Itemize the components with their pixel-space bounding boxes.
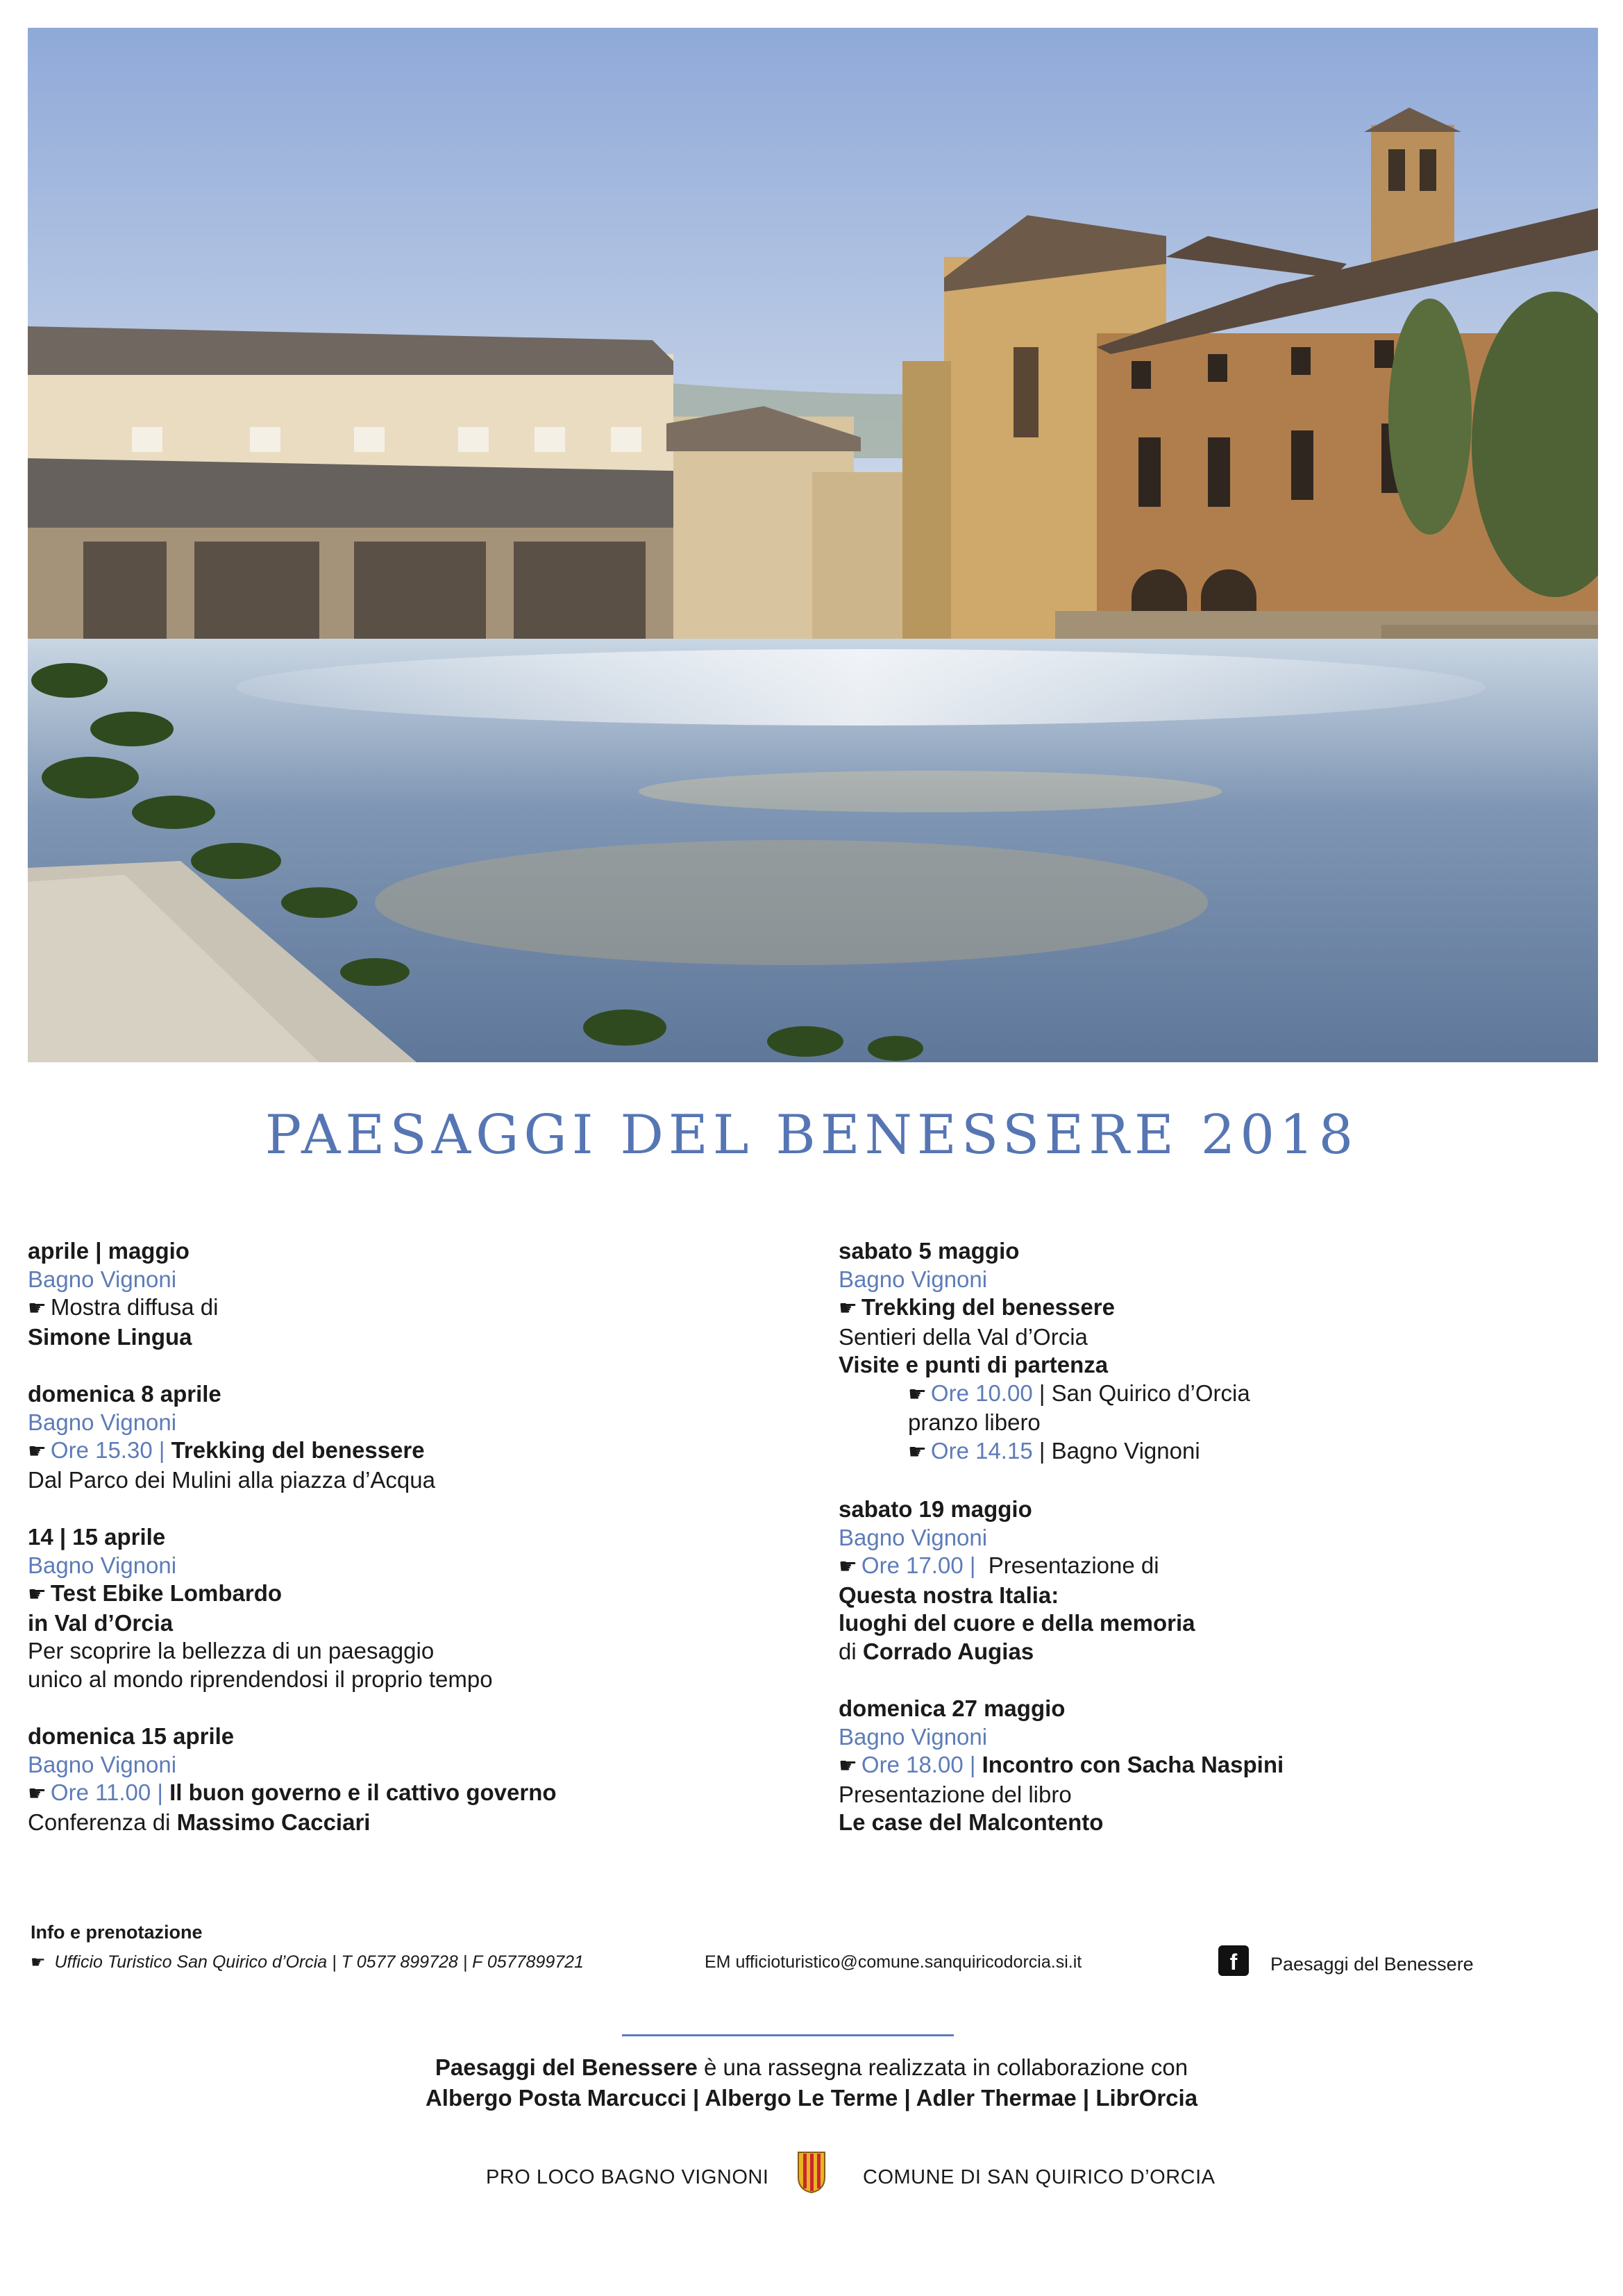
pointing-hand-icon: ☛ bbox=[28, 1782, 47, 1805]
event-time: Ore 14.15 bbox=[930, 1437, 1033, 1464]
event-description: Mostra diffusa di bbox=[50, 1294, 219, 1320]
event-subtitle: Visite e punti di partenza bbox=[839, 1352, 1109, 1377]
pointing-hand-icon: ☛ bbox=[839, 1297, 857, 1320]
pointing-hand-icon: ☛ bbox=[31, 1953, 46, 1972]
event-title-continued: in Val d’Orcia bbox=[28, 1609, 174, 1636]
page-title: PAESAGGI DEL BENESSERE 2018 bbox=[264, 1104, 1359, 1166]
collaboration-partners: Albergo Posta Marcucci | Albergo Le Terme | Adler Thermae | LibrOrcia bbox=[425, 2085, 1198, 2111]
event-time: Ore 15.30 | bbox=[50, 1437, 165, 1463]
event-artist: Simone Lingua bbox=[28, 1323, 192, 1350]
pointing-hand-icon: ☛ bbox=[28, 1297, 47, 1320]
event-book-title: Questa nostra Italia: bbox=[839, 1582, 1059, 1608]
event-location: | San Quirico d’Orcia bbox=[1038, 1380, 1250, 1406]
pointing-hand-icon: ☛ bbox=[908, 1440, 927, 1464]
event-location: | Bagno Vignoni bbox=[1038, 1437, 1200, 1464]
info-email[interactable]: EM ufficioturistico@comune.sanquiricodorcia.si.it bbox=[705, 1952, 1082, 1972]
footer-pro-loco: PRO LOCO BAGNO VIGNONI bbox=[486, 2166, 769, 2188]
event-place: Bagno Vignoni bbox=[839, 1524, 988, 1550]
event-date: sabato 5 maggio bbox=[839, 1238, 1020, 1264]
event-place: Bagno Vignoni bbox=[28, 1552, 177, 1578]
event-sabato-5-maggio bbox=[839, 1237, 1602, 1466]
info-office bbox=[31, 1952, 584, 1972]
event-date: domenica 27 maggio bbox=[839, 1695, 1066, 1721]
event-note: pranzo libero bbox=[908, 1409, 1041, 1435]
events-left-column bbox=[28, 1237, 791, 1866]
event-description: Sentieri della Val d’Orcia bbox=[839, 1323, 1088, 1350]
event-speaker: Massimo Cacciari bbox=[176, 1809, 371, 1835]
event-place: Bagno Vignoni bbox=[839, 1723, 988, 1750]
event-date: 14 | 15 aprile bbox=[28, 1524, 166, 1550]
event-place: Bagno Vignoni bbox=[28, 1266, 177, 1292]
event-title: Test Ebike Lombardo bbox=[50, 1580, 283, 1606]
event-place: Bagno Vignoni bbox=[28, 1751, 177, 1777]
event-aprile-maggio bbox=[28, 1237, 791, 1351]
event-14-15-aprile bbox=[28, 1523, 791, 1693]
event-date: aprile | maggio bbox=[28, 1238, 190, 1264]
pointing-hand-icon: ☛ bbox=[908, 1382, 927, 1406]
event-author: Corrado Augias bbox=[862, 1638, 1034, 1664]
pointing-hand-icon: ☛ bbox=[839, 1754, 857, 1777]
event-book-subtitle: luoghi del cuore e della memoria bbox=[839, 1610, 1195, 1636]
info-office-text: Ufficio Turistico San Quirico d’Orcia | T 0577 899728 | F 0577899721 bbox=[54, 1952, 584, 1972]
event-description: Dal Parco dei Mulini alla piazza d’Acqua bbox=[28, 1466, 435, 1493]
event-time: Ore 10.00 bbox=[930, 1380, 1033, 1406]
event-date: domenica 15 aprile bbox=[28, 1723, 235, 1749]
event-book-title: Le case del Malcontento bbox=[839, 1809, 1104, 1835]
event-author-prefix: di bbox=[839, 1638, 857, 1664]
event-place: Bagno Vignoni bbox=[839, 1266, 988, 1292]
coat-of-arms-icon bbox=[797, 2151, 826, 2194]
event-description: Conferenza di bbox=[28, 1809, 171, 1835]
events-right-column bbox=[839, 1237, 1602, 1866]
facebook-page-label[interactable]: Paesaggi del Benessere bbox=[1270, 1954, 1474, 1975]
pointing-hand-icon: ☛ bbox=[28, 1440, 47, 1463]
event-date: domenica 8 aprile bbox=[28, 1381, 221, 1407]
collaboration-lead: Paesaggi del Benessere bbox=[435, 2054, 698, 2080]
hero-photo bbox=[28, 28, 1598, 1062]
collaboration-text: è una rassegna realizzata in collaborazione con bbox=[697, 2054, 1188, 2080]
event-place: Bagno Vignoni bbox=[28, 1409, 177, 1435]
divider bbox=[622, 2034, 954, 2036]
event-time: Ore 17.00 | bbox=[861, 1552, 976, 1578]
event-description: Presentazione del libro bbox=[839, 1781, 1072, 1807]
event-description: Presentazione di bbox=[988, 1552, 1159, 1578]
collaboration-line bbox=[0, 2052, 1623, 2083]
event-title: Il buon governo e il cattivo governo bbox=[169, 1779, 557, 1805]
event-title: Trekking del benessere bbox=[861, 1294, 1115, 1320]
event-description-continued: unico al mondo riprendendosi il proprio tempo bbox=[28, 1666, 493, 1692]
event-domenica-8-aprile bbox=[28, 1380, 791, 1494]
bagno-vignoni-pool-image bbox=[28, 28, 1598, 1062]
facebook-icon[interactable]: f bbox=[1218, 1945, 1249, 1976]
event-date: sabato 19 maggio bbox=[839, 1496, 1032, 1522]
event-title: Trekking del benessere bbox=[171, 1437, 425, 1463]
event-time: Ore 18.00 | bbox=[861, 1752, 976, 1777]
event-sabato-19-maggio bbox=[839, 1495, 1602, 1666]
event-description: Per scoprire la bellezza di un paesaggio bbox=[28, 1638, 435, 1664]
event-domenica-27-maggio bbox=[839, 1695, 1602, 1837]
event-domenica-15-aprile bbox=[28, 1723, 791, 1836]
pointing-hand-icon: ☛ bbox=[839, 1555, 857, 1578]
info-heading: Info e prenotazione bbox=[31, 1922, 203, 1943]
footer-comune: COMUNE DI SAN QUIRICO D’ORCIA bbox=[863, 2166, 1216, 2188]
pointing-hand-icon: ☛ bbox=[28, 1583, 47, 1606]
event-time: Ore 11.00 | bbox=[50, 1779, 163, 1805]
event-title: Incontro con Sacha Naspini bbox=[982, 1752, 1284, 1777]
